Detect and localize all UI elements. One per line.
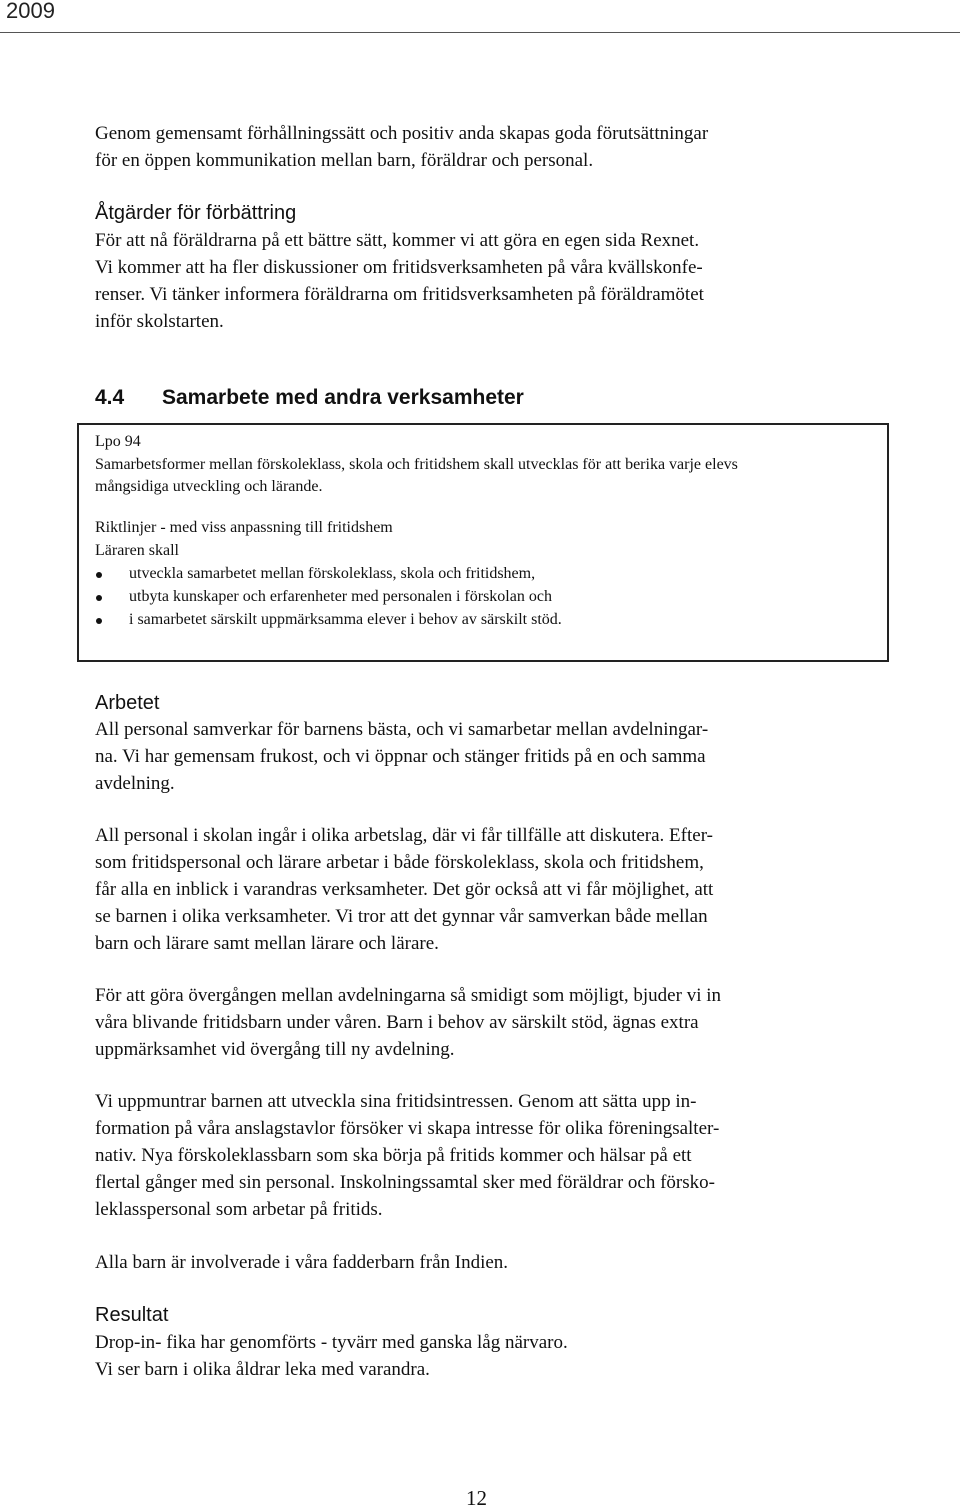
- header-year: 2009: [6, 0, 55, 23]
- atgarder-line: Vi kommer att ha fler diskussioner om fritidsverksamheten på våra kvällskonfe-: [95, 257, 703, 278]
- arbetet-line: avdelning.: [95, 773, 175, 794]
- bullet-dot-icon: [96, 618, 102, 624]
- page-number: 12: [466, 1486, 487, 1510]
- resultat-paragraph: [95, 1329, 855, 1383]
- intro-line: Genom gemensamt förhållningssätt och positiv anda skapas goda förutsättningar: [95, 123, 709, 144]
- arbetet-line: våra blivande fritidsbarn under våren. Barn i behov av särskilt stöd, ägnas extra: [95, 1012, 699, 1033]
- curriculum-quote-box: [77, 423, 889, 662]
- bullet-item: i samarbetet särskilt uppmärksamma elever i behov av särskilt stöd.: [129, 611, 562, 628]
- bullet-item: utbyta kunskaper och erfarenheter med personalen i förskolan och: [129, 588, 552, 605]
- intro-line: för en öppen kommunikation mellan barn, föräldrar och personal.: [95, 150, 594, 171]
- arbetet-line: Vi uppmuntrar barnen att utveckla sina fritidsintressen. Genom att sätta upp in-: [95, 1091, 697, 1112]
- bullet-dot-icon: [96, 572, 102, 578]
- resultat-heading: Resultat: [95, 1304, 169, 1326]
- section-title: [95, 384, 524, 412]
- arbetet-line: All personal samverkar för barnens bästa, och vi samarbetar mellan avdelningar-: [95, 719, 709, 740]
- quote-text-line: Samarbetsformer mellan förskoleklass, skola och fritidshem skall utvecklas för att berika varje elevs: [95, 456, 738, 473]
- arbetet-paragraph: [95, 716, 855, 797]
- atgarder-paragraph: [95, 227, 855, 335]
- bullet-item: utveckla samarbetet mellan förskoleklass, skola och fritidshem,: [129, 565, 536, 582]
- section-number: 4.4: [95, 386, 125, 409]
- arbetet-line: na. Vi har gemensam frukost, och vi öppnar och stänger fritids på en och samma: [95, 746, 706, 767]
- guidelines-title: Riktlinjer - med viss anpassning till fritidshem: [95, 519, 393, 536]
- arbetet-paragraph: [95, 1249, 855, 1276]
- section-title-text: Samarbete med andra verksamheter: [162, 386, 524, 409]
- intro-paragraph: [95, 120, 855, 174]
- arbetet-line: För att göra övergången mellan avdelningarna så smidigt som möjligt, bjuder vi in: [95, 985, 721, 1006]
- arbetet-line: får alla en inblick i varandras verksamheter. Det gör också att vi får möjlighet, att: [95, 879, 714, 900]
- arbetet-line: barn och lärare samt mellan lärare och lärare.: [95, 933, 439, 954]
- teacher-label: Läraren skall: [95, 542, 179, 559]
- arbetet-paragraph: [95, 1088, 855, 1223]
- atgarder-line: renser. Vi tänker informera föräldrarna om fritidsverksamheten på föräldramötet: [95, 284, 704, 305]
- atgarder-line: inför skolstarten.: [95, 311, 224, 332]
- resultat-line: Vi ser barn i olika åldrar leka med varandra.: [95, 1359, 430, 1380]
- arbetet-paragraph: [95, 982, 855, 1063]
- quote-text-line: mångsidiga utveckling och lärande.: [95, 478, 323, 495]
- arbetet-line: flertal gånger med sin personal. Inskolningssamtal sker med föräldrar och försko-: [95, 1172, 715, 1193]
- atgarder-heading: Åtgärder för förbättring: [95, 202, 297, 224]
- arbetet-line: Alla barn är involverade i våra fadderbarn från Indien.: [95, 1252, 509, 1273]
- arbetet-line: leklasspersonal som arbetar på fritids.: [95, 1199, 383, 1220]
- quote-source: Lpo 94: [95, 433, 141, 450]
- arbetet-paragraph: [95, 822, 855, 957]
- page-header: [0, 0, 960, 33]
- resultat-line: Drop-in- fika har genomförts - tyvärr med ganska låg närvaro.: [95, 1332, 568, 1353]
- arbetet-line: formation på våra anslagstavlor försöker vi skapa intresse för olika föreningsalter-: [95, 1118, 720, 1139]
- arbetet-line: nativ. Nya förskoleklassbarn som ska börja på fritids kommer och hälsar på ett: [95, 1145, 692, 1166]
- atgarder-line: För att nå föräldrarna på ett bättre sätt, kommer vi att göra en egen sida Rexnet.: [95, 230, 700, 251]
- arbetet-line: All personal i skolan ingår i olika arbetslag, där vi får tillfälle att diskutera. Efter-: [95, 825, 713, 846]
- arbetet-heading: Arbetet: [95, 692, 160, 714]
- arbetet-line: som fritidspersonal och lärare arbetar i både förskoleklass, skola och fritidshem,: [95, 852, 704, 873]
- arbetet-line: uppmärksamhet vid övergång till ny avdelning.: [95, 1039, 455, 1060]
- arbetet-line: se barnen i olika verksamheter. Vi tror att det gynnar vår samverkan både mellan: [95, 906, 708, 927]
- bullet-dot-icon: [96, 595, 102, 601]
